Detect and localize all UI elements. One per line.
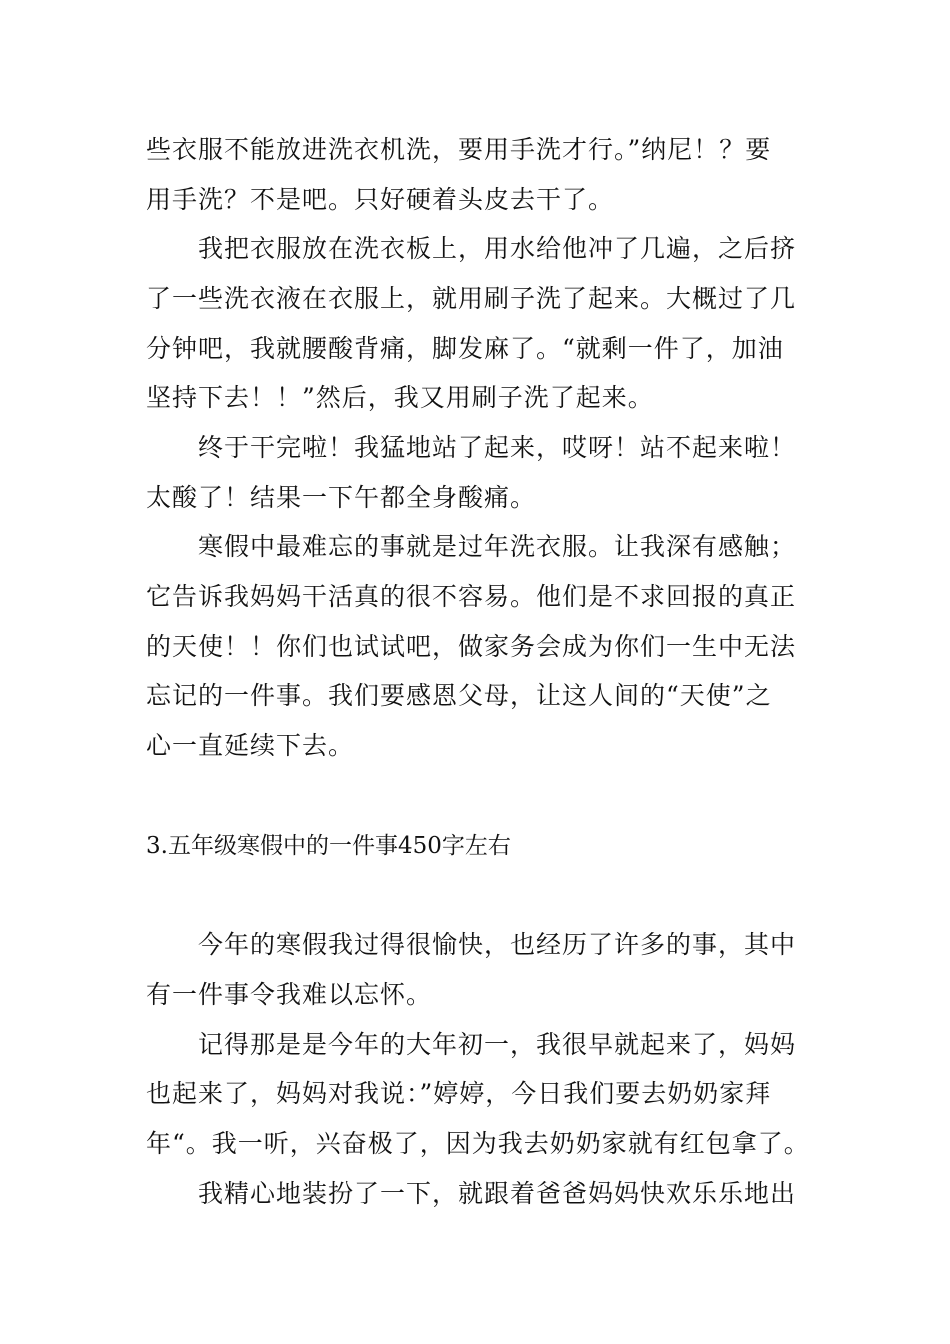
- text-line: 也起来了，妈妈对我说：”婷婷，今日我们要去奶奶家拜: [146, 1079, 772, 1108]
- text-line: 分钟吧，我就腰酸背痛，脚发麻了。“就剩一件了，加油: [146, 334, 784, 363]
- text-line: 终于干完啦！我猛地站了起来，哎呀！站不起来啦！: [198, 433, 797, 462]
- section-heading: 3.五年级寒假中的一件事450字左右: [146, 833, 511, 859]
- text-line: 它告诉我妈妈干活真的很不容易。他们是不求回报的真正: [146, 582, 797, 611]
- text-line: 坚持下去！！”然后，我又用刷子洗了起来。: [146, 383, 654, 412]
- text-line: 我把衣服放在洗衣板上，用水给他冲了几遍，之后挤: [198, 234, 797, 263]
- text-line: 些衣服不能放进洗衣机洗，要用手洗才行。”纳尼！？要: [146, 135, 772, 164]
- text-line: 今年的寒假我过得很愉快，也经历了许多的事，其中: [198, 930, 797, 959]
- text-line: 了一些洗衣液在衣服上，就用刷子洗了起来。大概过了几: [146, 284, 797, 313]
- text-line: 年“。我一听，兴奋极了，因为我去奶奶家就有红包拿了。: [146, 1129, 810, 1158]
- text-line: 有一件事令我难以忘怀。: [146, 980, 433, 1009]
- text-line: 记得那是是今年的大年初一，我很早就起来了，妈妈: [198, 1030, 797, 1059]
- text-line: 的天使！！你们也试试吧，做家务会成为你们一生中无法: [146, 632, 797, 661]
- text-line: 忘记的一件事。我们要感恩父母，让这人间的“天使”之: [146, 681, 772, 710]
- text-line: 太酸了！结果一下午都全身酸痛。: [146, 483, 537, 512]
- text-line: 寒假中最难忘的事就是过年洗衣服。让我深有感触；: [198, 532, 797, 561]
- text-line: 我精心地装扮了一下，就跟着爸爸妈妈快欢乐乐地出: [198, 1179, 797, 1208]
- text-line: 心一直延续下去。: [146, 731, 355, 760]
- text-line: 用手洗？不是吧。只好硬着头皮去干了。: [146, 185, 615, 214]
